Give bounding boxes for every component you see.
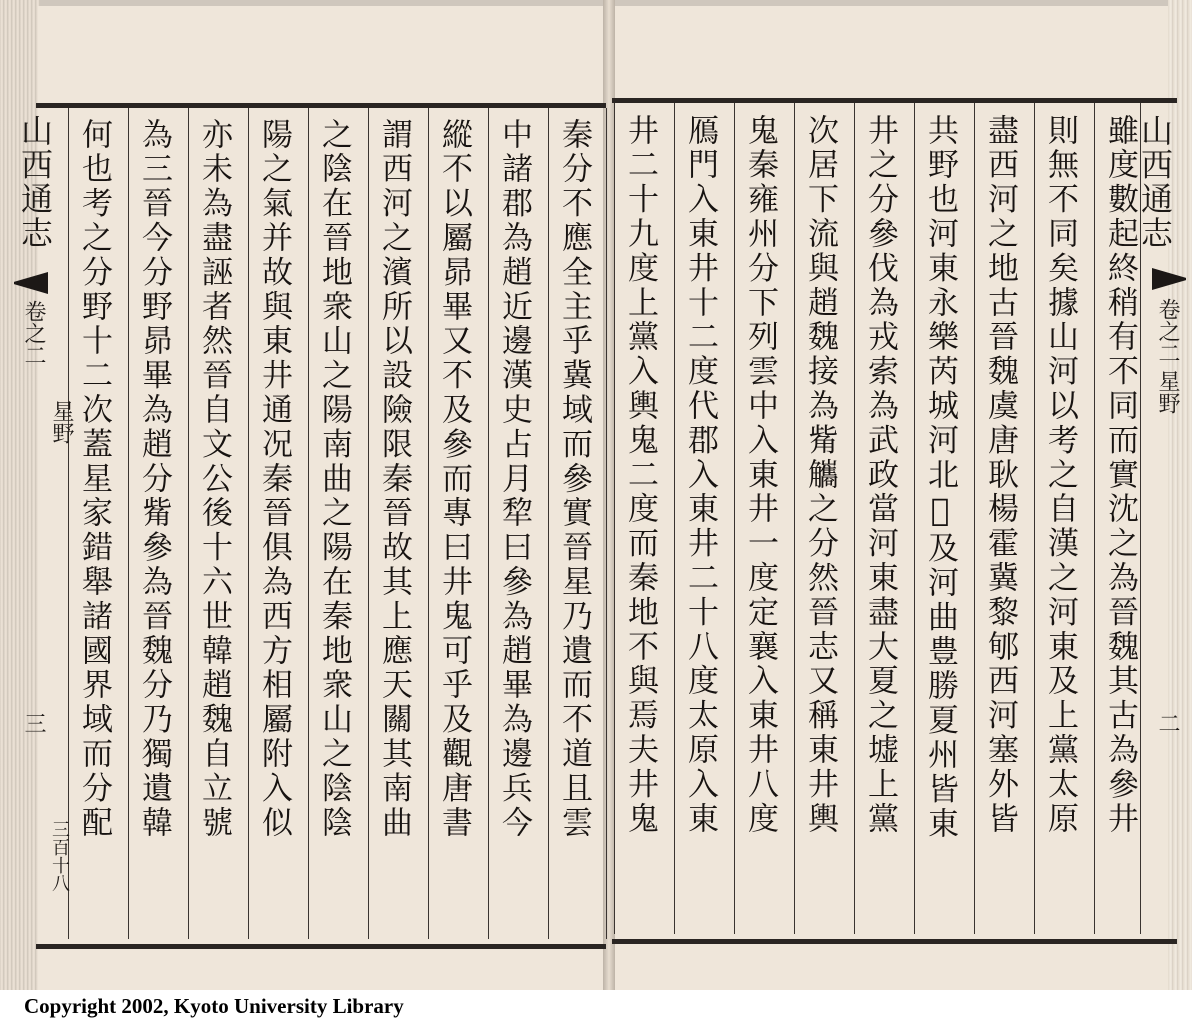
right-text-column-9: 井二十九度上黨入輿鬼二度而秦地不與焉夫井鬼 (622, 114, 658, 837)
left-text-column-3: 縱不以屬昴畢又不及參而專曰井鬼可乎及觀唐書 (436, 118, 472, 841)
right-header-page-number: 二 (1155, 712, 1180, 734)
right-text-column-8: 鴈門入東井十二度代郡入東井二十八度太原入東 (682, 114, 718, 837)
left-text-column-6: 陽之氣并故與東井通况秦晉俱為西方相屬附入似 (256, 118, 292, 841)
column-rule (734, 103, 735, 934)
column-rule (674, 103, 675, 934)
right-header-volume: 卷之二 (1155, 298, 1180, 364)
column-rule (794, 103, 795, 934)
left-header-folio: 三百十八 (49, 820, 70, 892)
column-rule (548, 108, 549, 939)
left-text-column-8: 為三晉今分野昴畢為趙分觜參為晉魏分乃獨遺韓 (136, 118, 172, 841)
column-rule (128, 108, 129, 939)
left-text-column-4: 謂西河之濱所以設險限秦晉故其上應天關其南曲 (376, 118, 412, 841)
left-header-section: 星野 (49, 400, 74, 444)
column-rule (606, 108, 607, 939)
right-text-column-4: 共野也河東永樂芮城河北𨞬及河曲豊勝夏州皆東 (922, 114, 958, 842)
column-rule (914, 103, 915, 934)
left-header-page-number: 三 (21, 712, 46, 734)
left-header-title: 山西通志 (16, 114, 54, 250)
column-rule (614, 103, 615, 934)
column-rule (308, 108, 309, 939)
right-text-column-1: 雖度數起終稍有不同而實沈之為晉魏其古為參井 (1102, 114, 1138, 837)
column-rule (854, 103, 855, 934)
right-text-column-7: 鬼秦雍州分下列雲中入東井一度定襄入東井八度 (742, 114, 778, 837)
right-text-column-5: 井之分參伐為戎索為武政當河東盡大夏之墟上黨 (862, 114, 898, 837)
column-rule (428, 108, 429, 939)
column-rule (68, 108, 69, 939)
left-header-volume: 卷之二 (21, 300, 46, 366)
column-rule (1034, 103, 1035, 934)
column-rule (188, 108, 189, 939)
left-text-column-2: 中諸郡為趙近邊漢史占月犂曰參為趙畢為邊兵今 (496, 118, 532, 841)
column-rule (488, 108, 489, 939)
column-rule (974, 103, 975, 934)
right-text-column-2: 則無不同矣據山河以考之自漢之河東及上黨太原 (1042, 114, 1078, 837)
left-text-column-9: 何也考之分野十二次蓋星家錯舉諸國界域而分配 (76, 118, 112, 841)
right-text-column-3: 盡西河之地古晉魏虞唐耿楊霍冀黎郇西河塞外皆 (982, 114, 1018, 837)
left-text-column-1: 秦分不應全主乎冀域而參實晉星乃遺而不道且雲 (556, 118, 592, 841)
column-rule (248, 108, 249, 939)
left-text-column-5: 之陰在晉地衆山之陽南曲之陽在秦地衆山之陰陰 (316, 118, 352, 841)
copyright-notice: Copyright 2002, Kyoto University Library (24, 994, 404, 1018)
column-rule (368, 108, 369, 939)
right-header-title: 山西通志 (1136, 114, 1174, 250)
right-header-section: 星野 (1155, 370, 1180, 414)
left-text-column-7: 亦未為盡誣者然晉自文公後十六世韓趙魏自立號 (196, 118, 232, 841)
right-text-column-6: 次居下流與趙魏接為觜觿之分然晉志又稱東井輿 (802, 114, 838, 837)
column-rule (1094, 103, 1095, 934)
